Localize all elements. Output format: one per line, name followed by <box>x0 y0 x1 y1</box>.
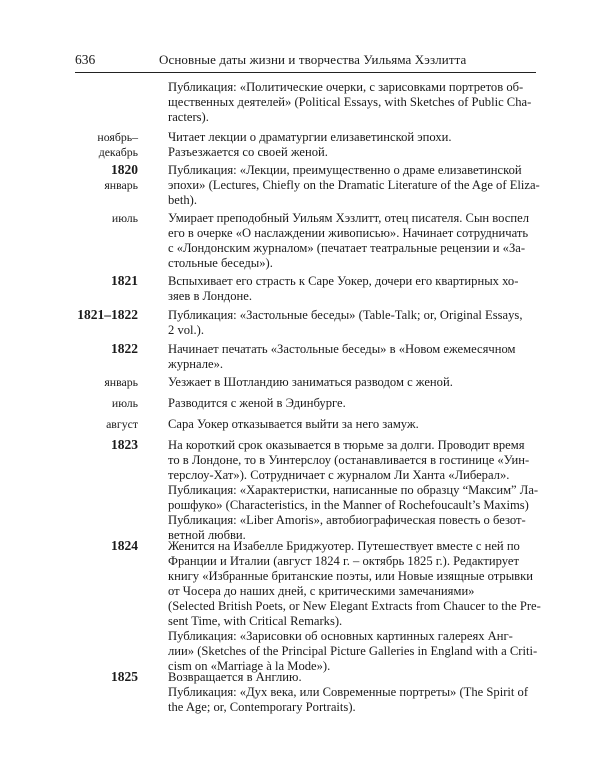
entry-text <box>168 342 536 372</box>
entry-year <box>111 274 138 289</box>
entry-line: Разъезжается со своей женой. <box>168 145 328 159</box>
entry-text <box>168 308 536 338</box>
entry-text <box>168 274 536 304</box>
entry-date <box>106 417 138 432</box>
entry-line: зяев в Лондоне. <box>168 289 252 303</box>
entry-line: Начинает печатать «Застольные беседы» в «Новом ежемесячном <box>168 342 516 356</box>
entry-line: the Age; or, Contemporary Portraits). <box>168 700 356 714</box>
entry-line: Публикация: «Зарисовки об основных картинных галереях Анг- <box>168 629 513 643</box>
date-line: январь <box>104 178 138 192</box>
entry-text <box>168 417 536 432</box>
entry-line: Разводится с женой в Эдинбурге. <box>168 396 346 410</box>
entry-line: от Чосера до наших дней, с критическими замечаниями» <box>168 584 475 598</box>
entry-line: эпохи» (Lectures, Chiefly on the Dramatic Literature of the Age of Eliza- <box>168 178 540 192</box>
date-line: 1821 <box>111 273 138 288</box>
entry-line: стольные беседы»). <box>168 256 273 270</box>
entry-line: щественных деятелей» (Political Essays, with Sketches of Public Cha- <box>168 95 532 109</box>
date-line: июль <box>111 211 138 225</box>
entry-line: терслоу-Хат»). Сотрудничает с журналом Ли Ханта «Либерал». <box>168 468 510 482</box>
entry-year <box>111 342 138 357</box>
entry-line: На короткий срок оказывается в тюрьме за долги. Проводит время <box>168 438 525 452</box>
entry-line: журнале». <box>168 357 224 371</box>
entry-line: книгу «Избранные британские поэты, или Новые изящные отрывки <box>168 569 533 583</box>
entry-line: Публикация: «Характеристки, написанные по образцу “Максим” Ла- <box>168 483 539 497</box>
page-header <box>75 52 536 74</box>
entry-line: Женится на Изабелле Бриджуотер. Путешествует вместе с ней по <box>168 539 520 553</box>
entry-year <box>111 670 138 685</box>
entry-line: рошфуко» (Characteristics, in the Manner of Rochefoucault’s Maxims) <box>168 498 529 512</box>
entry-text <box>168 163 540 208</box>
entry-line: Вспыхивает его страсть к Саре Уокер, дочери его квартирных хо- <box>168 274 519 288</box>
entry-line: sent Time, with Critical Remarks). <box>168 614 343 628</box>
entry-line: Публикация: «Дух века, или Современные портреты» (The Spirit of <box>168 685 529 699</box>
entry-text <box>168 396 536 411</box>
date-line: 1824 <box>111 538 138 553</box>
entry-line: лии» (Sketches of the Principal Picture Galleries in England with a Criti- <box>168 644 538 658</box>
entry-year <box>111 163 138 178</box>
entry-line: (Selected British Poets, or New Elegant Extracts from Chaucer to the Pre- <box>168 599 541 613</box>
entry-line: Сара Уокер отказывается выйти за него замуж. <box>168 417 419 431</box>
entry-date <box>104 375 138 390</box>
entry-year <box>77 308 138 323</box>
date-line: 1821–1822 <box>77 307 138 322</box>
entry-line: Публикация: «Застольные беседы» (Table-Talk; or, Original Essays, <box>168 308 523 322</box>
entry-line: Умирает преподобный Уильям Хэзлитт, отец писателя. Сын воспел <box>168 211 529 225</box>
date-line: ноябрь– <box>97 130 138 144</box>
entry-text <box>168 211 536 271</box>
entry-line: Публикация: «Liber Amoris», автобиографическая повесть о безот- <box>168 513 526 527</box>
entry-month <box>104 178 138 193</box>
entry-text <box>168 539 541 674</box>
entry-line: то в Лондоне, то в Уинтерслоу (останавливается в гостинице «Уин- <box>168 453 530 467</box>
entry-line: Читает лекции о драматургии елизаветинской эпохи. <box>168 130 452 144</box>
date-line: январь <box>104 375 138 389</box>
header-rule <box>75 72 536 73</box>
entry-line: cism on «Marriage à la Mode»). <box>168 659 331 673</box>
page-number: 636 <box>75 52 96 67</box>
date-line: 1822 <box>111 341 138 356</box>
entry-text <box>168 438 539 543</box>
entry-date <box>112 396 138 411</box>
running-title: Основные даты жизни и творчества Уильяма Хэзлитта <box>159 52 467 67</box>
entry-line: с «Лондонским журналом» (печатает театральные рецензии и «За- <box>168 241 526 255</box>
entry-line: beth). <box>168 193 198 207</box>
date-line: август <box>106 417 138 431</box>
entry-line: Возвращается в Англию. <box>168 670 302 684</box>
entry-line: Франции и Италии (август 1824 г. – октябрь 1825 г.). Редактирует <box>168 554 519 568</box>
date-line: 1820 <box>111 162 138 177</box>
entry-text <box>168 375 536 390</box>
entry-text <box>168 80 536 125</box>
entry-line: Публикация: «Лекции, преимущественно о драме елизаветинской <box>168 163 522 177</box>
entry-line: 2 vol.). <box>168 323 205 337</box>
date-line: декабрь <box>98 144 138 159</box>
entry-line: ветной любви. <box>168 528 246 542</box>
entry-line: Публикация: «Политические очерки, с зарисовками портретов об- <box>168 80 524 94</box>
entry-date <box>112 211 138 226</box>
entry-line: его в очерке «О наслаждении живописью». Начинает сотрудничать <box>168 226 529 240</box>
entry-year <box>111 539 138 554</box>
entry-text <box>168 130 536 160</box>
date-line: июль <box>111 396 138 410</box>
entry-text <box>168 670 536 715</box>
entry-line: Уезжает в Шотландию заниматься разводом с женой. <box>168 375 453 389</box>
entry-year <box>111 438 138 453</box>
date-line: 1823 <box>111 437 138 452</box>
entry-line: racters). <box>168 110 209 124</box>
date-line: 1825 <box>111 669 138 684</box>
entry-date <box>97 130 138 159</box>
